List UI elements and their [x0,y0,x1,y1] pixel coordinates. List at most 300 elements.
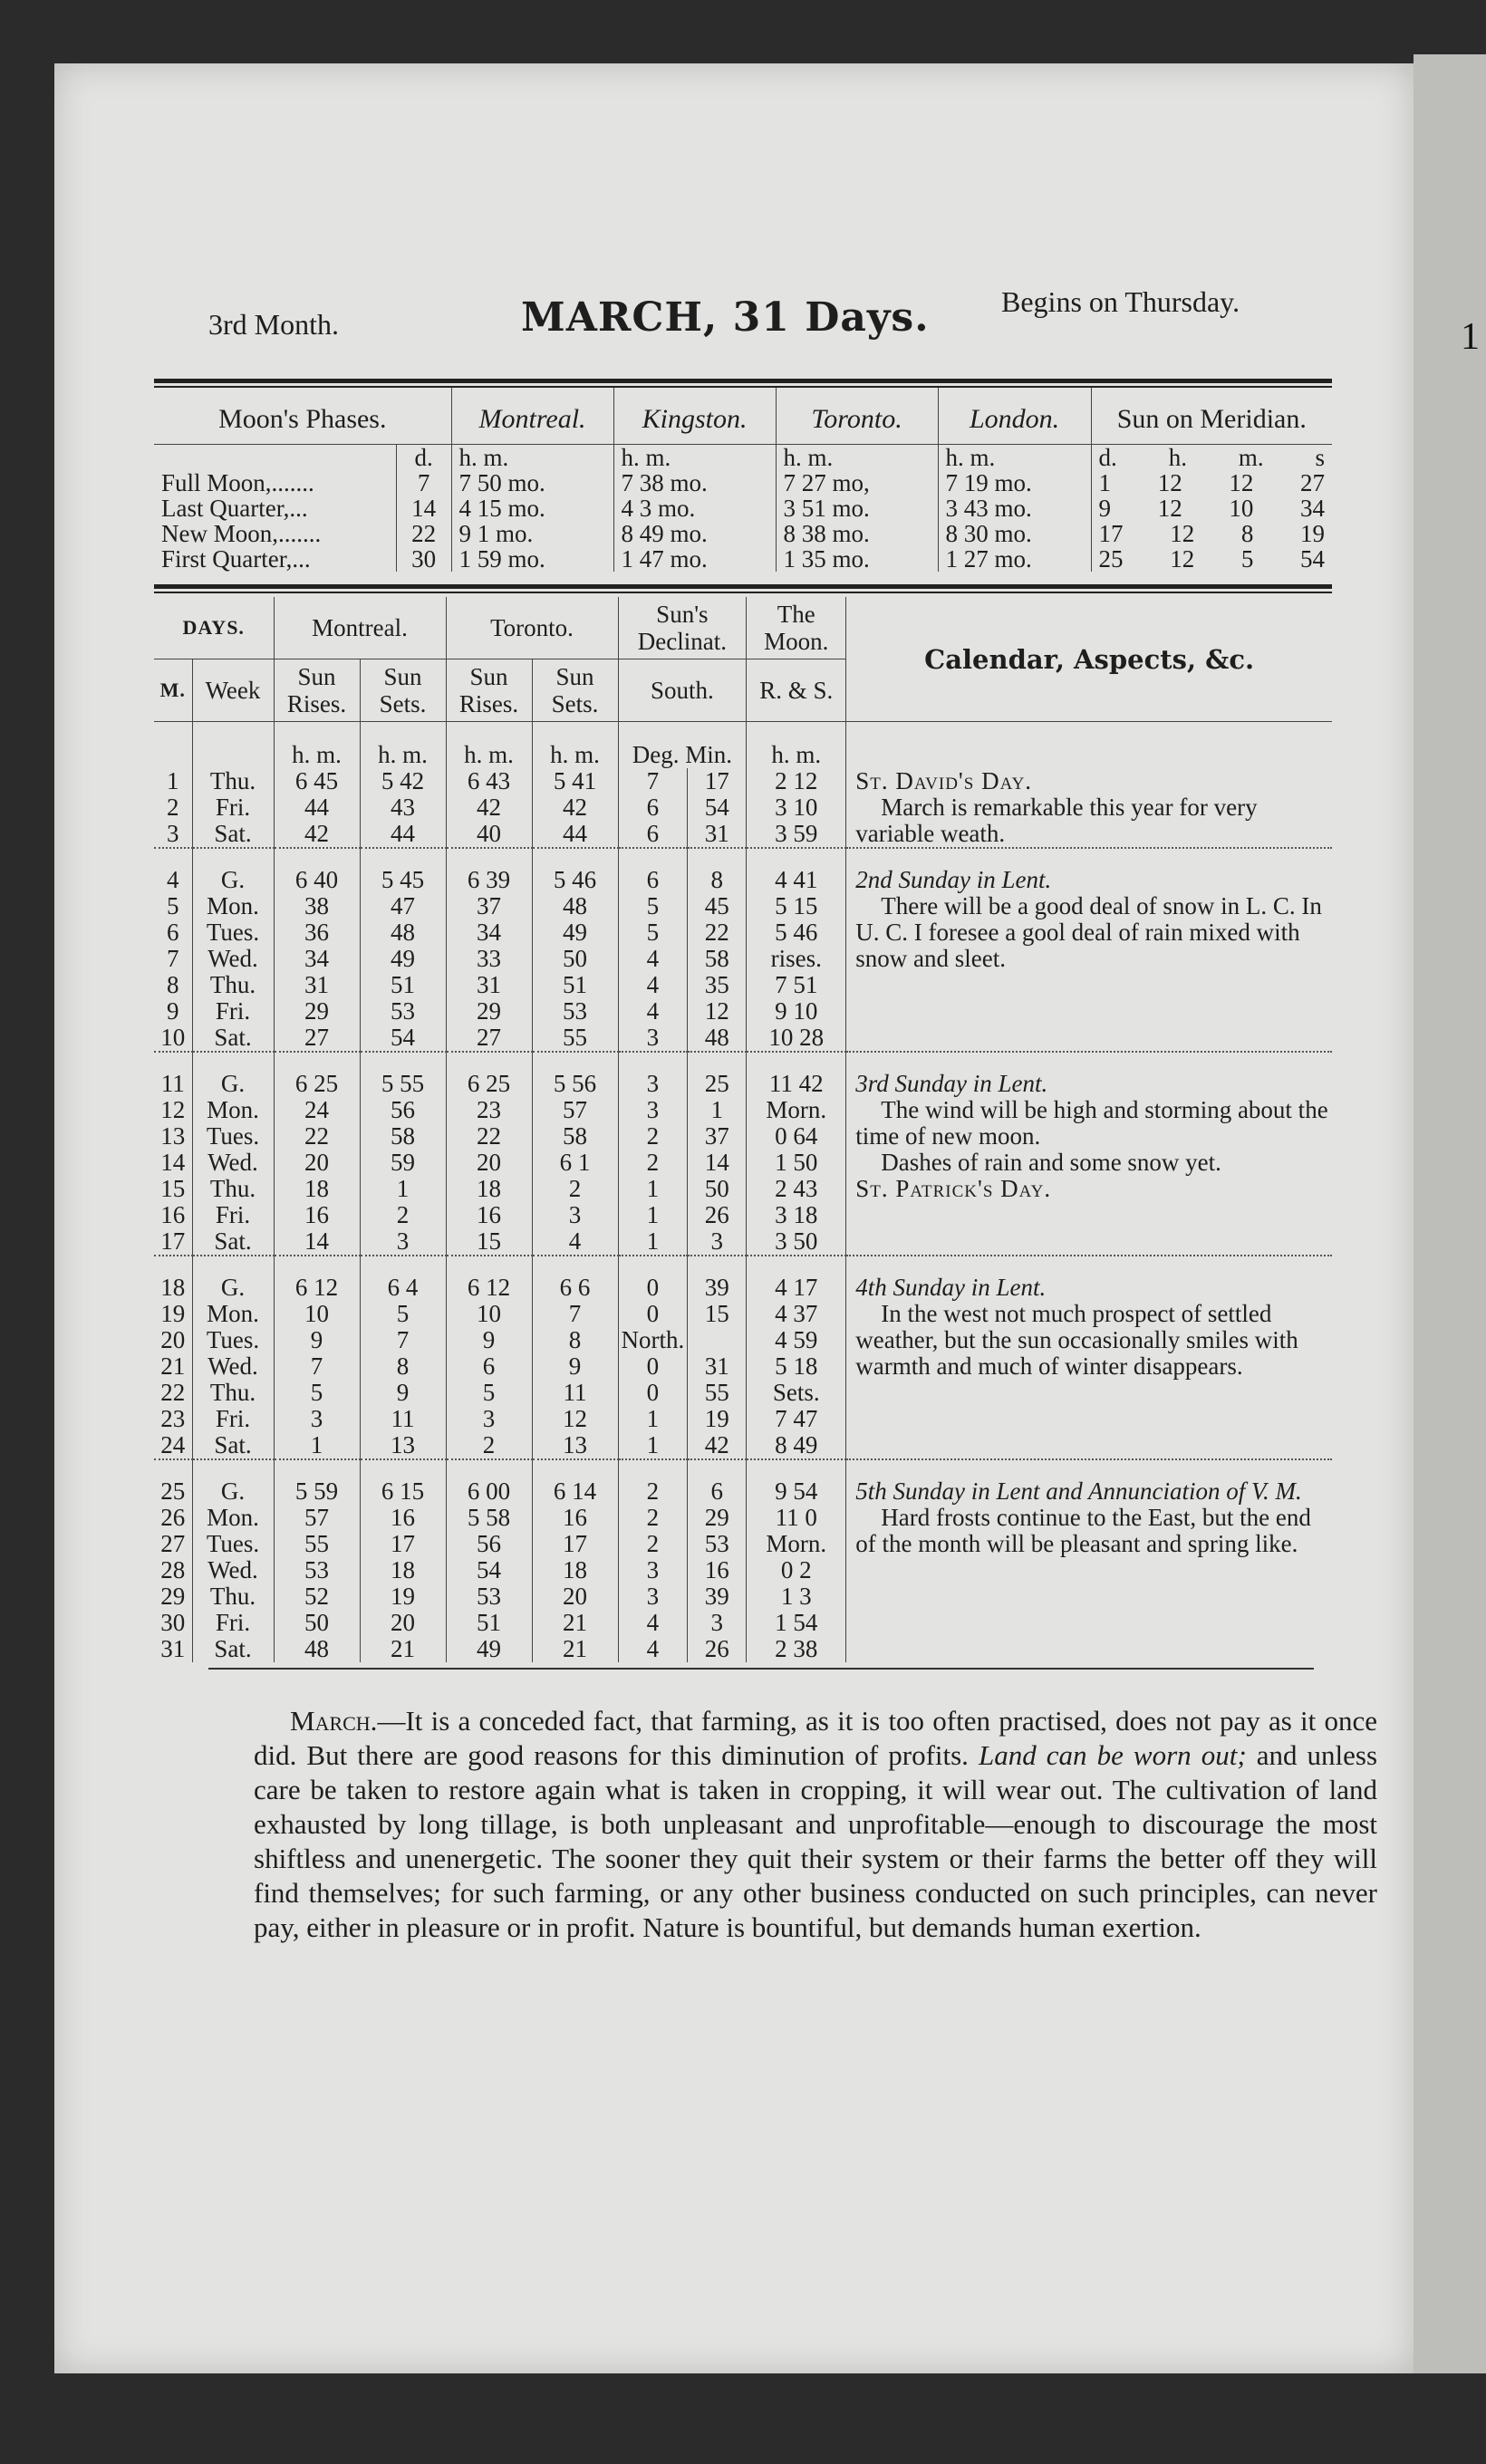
day-dm: 39 [688,1583,747,1610]
day-ms: 54 [360,1025,446,1052]
meridian-unit: m. [1238,444,1264,471]
day-ms: 47 [360,893,446,919]
day-ms: 18 [360,1557,446,1583]
meridian-mer_s: 27 [1299,469,1325,496]
day-w: Wed. [192,1557,274,1583]
day-row [154,1052,1332,1097]
bottom-rule [208,1668,1314,1670]
col-moon-phases: Moon's Phases. [154,388,451,445]
day-w: G. [192,1256,274,1301]
day-dm: 3 [688,1228,747,1256]
day-w: Sat. [192,1228,274,1256]
day-w: Thu. [192,1380,274,1406]
day-tr: 15 [446,1228,532,1256]
day-w: Fri. [192,1202,274,1228]
day-tr: 6 43 [446,768,532,794]
day-tr: 5 58 [446,1505,532,1531]
day-ms: 2 [360,1202,446,1228]
day-w: Fri. [192,998,274,1025]
phase-row [154,470,1332,496]
day-ts: 7 [532,1301,618,1327]
day-ts: 6 6 [532,1256,618,1301]
day-dd: 3 [618,1583,688,1610]
day-w: Tues. [192,919,274,946]
day-m: 3 [167,820,179,847]
day-w: Mon. [192,1301,274,1327]
day-moon: 1 3 [747,1583,846,1610]
day-tr: 42 [446,794,532,821]
day-w: Thu. [192,1176,274,1202]
phase-name: Full Moon,....... [161,469,314,496]
toronto-header: Toronto. [446,597,618,659]
day-tr: 33 [446,946,532,972]
day-moon: 5 18 [747,1353,846,1380]
day-w: Tues. [192,1531,274,1557]
day-dd: 2 [618,1459,688,1505]
day-m: 2 [167,794,179,821]
calendar-title: St. David's Day. [855,767,1033,794]
day-m: 19 [160,1300,186,1327]
meridian-mer_d: 17 [1098,520,1124,547]
day-ms: 6 15 [360,1459,446,1505]
march-essay [254,1704,1377,1945]
day-w: G. [192,1459,274,1505]
page-header [154,263,1332,341]
meridian-values [1091,546,1332,572]
day-dd: 0 [618,1353,688,1380]
day-tr: 6 [446,1353,532,1380]
day-ms: 7 [360,1327,446,1353]
south-header: South. [618,659,747,722]
day-dm: 3 [688,1610,747,1636]
day-tr: 23 [446,1097,532,1123]
day-tr: 49 [446,1636,532,1662]
day-moon: 0 64 [747,1123,846,1150]
unit-hm: h. m. [446,722,532,769]
day-m: 22 [160,1379,186,1406]
day-w: Sat. [192,1432,274,1459]
day-w: Mon. [192,1097,274,1123]
day-dm: 25 [688,1052,747,1097]
toronto-sets-header: Sun Sets. [532,659,618,722]
day-m: 17 [160,1227,186,1255]
day-dm [688,1327,747,1353]
day-dm: 31 [688,821,747,848]
calendar-title: 5th Sunday in Lent and Annunciation of V. M. [855,1477,1302,1505]
day-mr: 53 [274,1557,360,1583]
phase-name: New Moon,....... [161,520,322,547]
day-ts: 51 [532,972,618,998]
day-ts: 21 [532,1610,618,1636]
day-w: Mon. [192,1505,274,1531]
day-mr: 31 [274,972,360,998]
page-title: MARCH, 31 Days. [521,294,930,341]
day-moon: 1 50 [747,1150,846,1176]
day-tr: 40 [446,821,532,848]
calendar-title: 2nd Sunday in Lent. [855,866,1052,893]
meridian-values [1091,470,1332,496]
day-dm: 42 [688,1432,747,1459]
day-moon: 4 37 [747,1301,846,1327]
day-moon: 11 42 [747,1052,846,1097]
essay-italic: Land can be worn out; [979,1739,1247,1771]
day-m: 14 [160,1149,186,1176]
day-mr: 38 [274,893,360,919]
day-dd: 4 [618,1636,688,1662]
day-dd: 0 [618,1301,688,1327]
day-m: 28 [160,1556,186,1583]
phase-time-kingston: 7 38 mo. [613,470,776,496]
day-dd: 4 [618,972,688,998]
day-ms: 49 [360,946,446,972]
day-m: 27 [160,1530,186,1557]
day-moon: 5 46 [747,919,846,946]
phase-day: 14 [396,496,451,521]
meridian-mer_d: 1 [1098,469,1112,496]
day-tr: 56 [446,1531,532,1557]
unit-hm: h. m. [776,445,938,471]
day-dd: 1 [618,1432,688,1459]
day-dd: 4 [618,946,688,972]
essay-part-1: —It is a conceded fact, that farming, as it is too often practised, does not pay as it once did. But there are good reasons for this diminution of profits. [254,1705,1377,1771]
day-dd: 6 [618,794,688,821]
day-moon: 2 43 [747,1176,846,1202]
day-dd: 6 [618,848,688,893]
day-mr: 6 45 [274,768,360,794]
montreal-sets-header: Sun Sets. [360,659,446,722]
unit-hm: h. m. [938,445,1091,471]
calendar-week-1 [846,768,1332,848]
day-dd: 1 [618,1228,688,1256]
unit-day: d. [396,445,451,471]
phase-row [154,546,1332,572]
units-row [154,722,1332,769]
day-dm: 26 [688,1636,747,1662]
day-moon: rises. [747,946,846,972]
day-ms: 11 [360,1406,446,1432]
phase-day: 30 [396,546,451,572]
day-ms: 3 [360,1228,446,1256]
day-dm: 48 [688,1025,747,1052]
day-dd: 4 [618,998,688,1025]
day-dm: 39 [688,1256,747,1301]
day-ts: 53 [532,998,618,1025]
day-ts: 44 [532,821,618,848]
day-dm: 54 [688,794,747,821]
day-ms: 17 [360,1531,446,1557]
day-mr: 6 40 [274,848,360,893]
meridian-mer_s: 54 [1299,545,1325,573]
day-w: Sat. [192,1636,274,1662]
calendar-header: Calendar, Aspects, &c. [846,597,1332,722]
day-dd: 7 [618,768,688,794]
day-ts: 8 [532,1327,618,1353]
meridian-mer_s: 34 [1299,495,1325,522]
day-dd: 4 [618,1610,688,1636]
month-number: 3rd Month. [208,308,339,341]
day-mr: 42 [274,821,360,848]
day-m: 11 [154,1052,192,1097]
day-mr: 7 [274,1353,360,1380]
montreal-rises-header: Sun Rises. [274,659,360,722]
begins-on: Begins on Thursday. [1001,285,1240,318]
day-dd: 0 [618,1256,688,1301]
day-ts: 16 [532,1505,618,1531]
unit-hm: h. m. [451,445,613,471]
day-tr: 54 [446,1557,532,1583]
day-tr: 22 [446,1123,532,1150]
day-moon: 2 12 [747,768,846,794]
day-moon: 4 41 [747,848,846,893]
day-moon: Morn. [747,1097,846,1123]
day-mr: 24 [274,1097,360,1123]
adjacent-page-edge [1414,54,1486,2373]
day-dm: 53 [688,1531,747,1557]
day-w: G. [192,848,274,893]
day-m: 21 [160,1352,186,1380]
day-ts: 58 [532,1123,618,1150]
day-dm: 22 [688,919,747,946]
unit-hm: h. m. [613,445,776,471]
day-tr: 6 25 [446,1052,532,1097]
day-m: 13 [160,1122,186,1150]
day-mr: 36 [274,919,360,946]
montreal-header: Montreal. [274,597,446,659]
day-m: 23 [160,1405,186,1432]
day-mr: 3 [274,1406,360,1432]
unit-hm: h. m. [747,722,846,769]
day-ts: 2 [532,1176,618,1202]
phase-time-montreal: 4 15 mo. [451,496,613,521]
day-row [154,848,1332,893]
phase-time-toronto: 8 38 mo. [776,521,938,546]
day-ms: 56 [360,1097,446,1123]
day-ms: 48 [360,919,446,946]
day-m: 1 [167,767,179,794]
double-rule [154,379,1332,388]
day-moon: 5 15 [747,893,846,919]
day-dd: 3 [618,1557,688,1583]
day-m: 9 [167,997,179,1025]
day-tr: 5 [446,1380,532,1406]
calendar-feast: St. Patrick's Day. [855,1175,1052,1202]
calendar-week-2 [846,848,1332,1052]
day-ts: 9 [532,1353,618,1380]
day-ms: 9 [360,1380,446,1406]
phase-name: First Quarter,... [161,545,311,573]
day-tr: 53 [446,1583,532,1610]
day-ts: 6 14 [532,1459,618,1505]
day-ms: 19 [360,1583,446,1610]
day-mr: 44 [274,794,360,821]
day-w: Fri. [192,1406,274,1432]
day-mr: 50 [274,1610,360,1636]
day-dm: 14 [688,1150,747,1176]
day-w: Wed. [192,1353,274,1380]
day-w: Thu. [192,1583,274,1610]
day-ts: 20 [532,1583,618,1610]
day-m: 18 [154,1256,192,1301]
day-dd: 2 [618,1531,688,1557]
day-moon: 7 47 [747,1406,846,1432]
day-ms: 59 [360,1150,446,1176]
calendar-week-3 [846,1052,1332,1256]
phase-time-toronto: 1 35 mo. [776,546,938,572]
phase-day: 22 [396,521,451,546]
phase-time-london: 1 27 mo. [938,546,1091,572]
day-mr: 5 [274,1380,360,1406]
phase-name: Last Quarter,... [161,495,308,522]
meridian-units [1091,445,1332,471]
day-dm: 15 [688,1301,747,1327]
day-tr: 29 [446,998,532,1025]
day-tr: 27 [446,1025,532,1052]
day-tr: 31 [446,972,532,998]
phase-time-toronto: 7 27 mo, [776,470,938,496]
day-tr: 18 [446,1176,532,1202]
day-dd: 3 [618,1052,688,1097]
calendar-text: Hard frosts continue to the East, but the end of the month will be pleasant and spring like. [855,1504,1311,1557]
day-ms: 44 [360,821,446,848]
unit-deg-min: Deg. Min. [618,722,747,769]
day-ts: 5 41 [532,768,618,794]
day-dm: 50 [688,1176,747,1202]
day-w: Fri. [192,1610,274,1636]
calendar-week-4 [846,1256,1332,1459]
day-moon: 9 10 [747,998,846,1025]
day-mr: 48 [274,1636,360,1662]
weekday-header: Week [192,659,274,722]
day-ts: 42 [532,794,618,821]
day-mr: 20 [274,1150,360,1176]
day-moon: 4 59 [747,1327,846,1353]
day-m: 4 [154,848,192,893]
day-w: Fri. [192,794,274,821]
day-m: 10 [160,1024,186,1051]
days-table [154,597,1332,1662]
meridian-mer_h: 12 [1170,545,1195,573]
day-mr: 55 [274,1531,360,1557]
meridian-mer_d: 25 [1098,545,1124,573]
day-tr: 51 [446,1610,532,1636]
day-w: G. [192,1052,274,1097]
meridian-mer_d: 9 [1098,495,1112,522]
meridian-mer_h: 12 [1157,495,1182,522]
day-dd: 3 [618,1025,688,1052]
day-m: 5 [167,892,179,919]
moon-phases-table [154,388,1332,572]
calendar-title: 4th Sunday in Lent. [855,1274,1047,1301]
day-ms: 20 [360,1610,446,1636]
day-w: Thu. [192,768,274,794]
day-mr: 1 [274,1432,360,1459]
day-moon: 7 51 [747,972,846,998]
day-dm: 26 [688,1202,747,1228]
phase-time-london: 8 30 mo. [938,521,1091,546]
col-kingston: Kingston. [613,388,776,445]
phase-time-montreal: 7 50 mo. [451,470,613,496]
day-tr: 9 [446,1327,532,1353]
day-moon: 3 10 [747,794,846,821]
day-dm: 31 [688,1353,747,1380]
day-mr: 52 [274,1583,360,1610]
day-dd: 6 [618,821,688,848]
day-m: 31 [160,1635,186,1662]
moon-header: The Moon. [747,597,846,659]
day-mr: 6 25 [274,1052,360,1097]
day-ts: 3 [532,1202,618,1228]
day-tr: 6 39 [446,848,532,893]
day-row [154,1256,1332,1301]
calendar-text: The wind will be high and storming about the time of new moon. [855,1096,1328,1150]
phase-time-kingston: 8 49 mo. [613,521,776,546]
day-m: 20 [160,1326,186,1353]
calendar-text: There will be a good deal of snow in L. C. In U. C. I foresee a gool deal of rain mixed with snow and sleet. [855,892,1322,972]
day-dd: 2 [618,1505,688,1531]
phase-row [154,521,1332,546]
day-ms: 5 42 [360,768,446,794]
meridian-mer_m: 8 [1240,520,1254,547]
col-montreal: Montreal. [451,388,613,445]
day-mr: 18 [274,1176,360,1202]
day-dm: 55 [688,1380,747,1406]
day-dm: 19 [688,1406,747,1432]
day-m: 15 [160,1175,186,1202]
phase-time-london: 7 19 mo. [938,470,1091,496]
day-dm: 58 [688,946,747,972]
day-moon: 9 54 [747,1459,846,1505]
day-ts: 49 [532,919,618,946]
day-tr: 2 [446,1432,532,1459]
day-moon: 3 59 [747,821,846,848]
day-ms: 1 [360,1176,446,1202]
meridian-unit: s [1315,444,1325,471]
day-ts: 18 [532,1557,618,1583]
day-moon: Sets. [747,1380,846,1406]
day-ms: 43 [360,794,446,821]
day-ms: 51 [360,972,446,998]
day-ms: 53 [360,998,446,1025]
day-m: 24 [160,1431,186,1458]
phase-time-london: 3 43 mo. [938,496,1091,521]
day-of-month-header: M. [154,659,192,722]
essay-part-2: and unless care be taken to restore again what is taken in cropping, it will wear out. The cultivation of land exhausted by long tillage, is both unpleasant and unprofitable—enough to discourage the most shiftless and unenergetic. The sooner they quit their system or their farms the better off they will find themselves; for such farming, or any other business conducted on such principles, can never pay, either in pleasure or in profit. Nature is bountiful, but demands human exertion. [254,1739,1378,1943]
day-mr: 5 59 [274,1459,360,1505]
day-ts: 55 [532,1025,618,1052]
meridian-values [1091,496,1332,521]
unit-hm: h. m. [360,722,446,769]
day-tr: 37 [446,893,532,919]
day-dm: 6 [688,1459,747,1505]
meridian-mer_m: 12 [1229,469,1254,496]
meridian-unit: h. [1168,444,1187,471]
day-ts: 6 1 [532,1150,618,1176]
day-dm: 45 [688,893,747,919]
day-w: Sat. [192,821,274,848]
days-header: DAYS. [154,597,274,659]
day-m: 16 [160,1201,186,1228]
meridian-mer_h: 12 [1157,469,1182,496]
day-m: 25 [154,1459,192,1505]
page-content [154,263,1378,1945]
day-row [154,768,1332,794]
phase-time-kingston: 4 3 mo. [613,496,776,521]
day-moon: 10 28 [747,1025,846,1052]
day-mr: 57 [274,1505,360,1531]
calendar-week-5 [846,1459,1332,1662]
day-dd: 5 [618,919,688,946]
day-ts: 17 [532,1531,618,1557]
